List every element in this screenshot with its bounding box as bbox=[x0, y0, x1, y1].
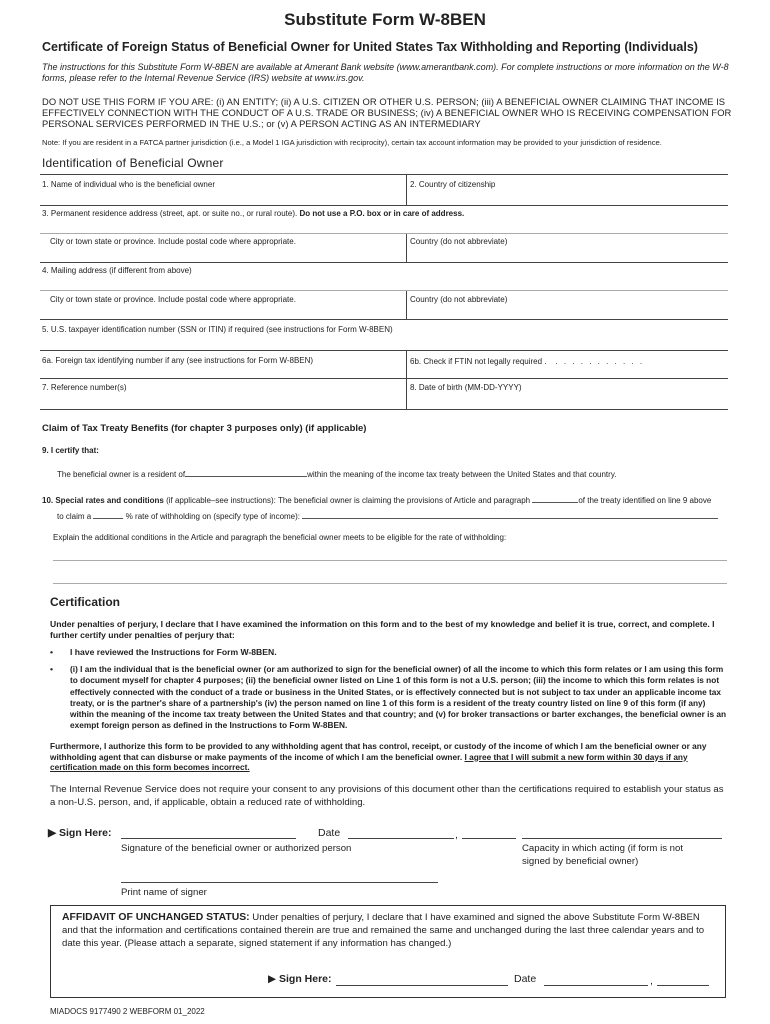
signature-caption: Signature of the beneficial owner or authorized person bbox=[121, 843, 352, 854]
name-input[interactable] bbox=[41, 192, 403, 204]
field-5-label: 5. U.S. taxpayer identification number (SSN or ITIN) if required (see instructions for Form W-8BEN) bbox=[42, 325, 393, 334]
country-label-2: Country (do not abbreviate) bbox=[410, 295, 508, 304]
mailing-city-input[interactable] bbox=[41, 306, 403, 318]
fatca-note: Note: If you are resident in a FATCA partner jurisdiction (i.e., a Model 1 IGA jurisdiction with reciprocity), certain tax account information may be provided to your jurisdiction of residence. bbox=[42, 138, 662, 147]
explain-line-2[interactable] bbox=[53, 583, 727, 584]
date-of-birth-input[interactable] bbox=[407, 395, 727, 407]
row-rule bbox=[40, 233, 728, 234]
certification-bullet-1: I have reviewed the Instructions for Form W-8BEN. bbox=[70, 647, 277, 657]
identification-heading: Identification of Beneficial Owner bbox=[42, 156, 224, 170]
certification-intro: Under penalties of perjury, I declare that I have examined the information on this form and to the best of my knowledge and belief it is true, correct, and complete. I further certify under penalties of perjury that: bbox=[50, 619, 715, 641]
irs-consent-statement: The Internal Revenue Service does not require your consent to any provisions of this document other than the certifications required to establish your status as a non-U.S. person, and, if applicable, obtain a reduced rate of withholding. bbox=[50, 784, 724, 808]
comma: , bbox=[650, 975, 653, 987]
authorization-statement: Furthermore, I authorize this form to be provided to any withholding agent that has control, receipt, or custody of the income of which I am the beneficial owner or any withholding agent that can disburse or make payments of the income of which I am the beneficial owner. I agree that I will submit a new form within 30 days if any certification made on this form becomes incorrect. bbox=[50, 741, 707, 772]
row-rule bbox=[40, 290, 728, 291]
field-1-label: 1. Name of individual who is the beneficial owner bbox=[42, 180, 215, 189]
row-rule bbox=[40, 378, 728, 379]
comma: , bbox=[455, 829, 458, 841]
field-7-label: 7. Reference number(s) bbox=[42, 383, 127, 392]
treaty-heading: Claim of Tax Treaty Benefits (for chapter 3 purposes only) (if applicable) bbox=[42, 423, 367, 434]
row-rule bbox=[40, 262, 728, 263]
affidavit-date-label: Date bbox=[514, 973, 537, 985]
withholding-rate-input[interactable] bbox=[93, 509, 123, 519]
row-rule bbox=[40, 319, 728, 320]
form-code: MIADOCS 9177490 2 WEBFORM 01_2022 bbox=[50, 1007, 205, 1016]
field-9-label: 9. I certify that: bbox=[42, 446, 99, 455]
affidavit-sign-here-label: ▶ Sign Here: bbox=[268, 973, 332, 985]
treaty-country-input[interactable] bbox=[185, 467, 307, 477]
affidavit-signature-input[interactable] bbox=[336, 985, 508, 986]
instructions-intro: The instructions for this Substitute Form W-8BEN are available at Amerant Bank website (www.amerantbank.com). For complete instructions or more information on the W-8 forms, please refer to the Internal Revenue Service (IRS) website at www.irs.gov. bbox=[42, 62, 729, 83]
field-3-label: 3. Permanent residence address (street, apt. or suite no., or rural route). Do not use a P.O. box or in care of address. bbox=[42, 209, 465, 218]
capacity-input[interactable] bbox=[522, 838, 722, 839]
city-label-1: City or town state or province. Include postal code where appropriate. bbox=[50, 237, 296, 246]
bullet: • bbox=[50, 647, 54, 657]
residence-city-input[interactable] bbox=[41, 249, 403, 261]
claim-rate-statement: to claim a % rate of withholding on (specify type of income): bbox=[57, 509, 718, 521]
capacity-caption: Capacity in which acting (if form is not signed by beneficial owner) bbox=[522, 843, 684, 867]
do-not-use-warning: DO NOT USE THIS FORM IF YOU ARE: (i) AN ENTITY; (ii) A U.S. CITIZEN OR OTHER U.S. PERSON; (iii) A BENEFICIAL OWNER CLAIMING THAT INCOME IS EFFECTIVELY CONNECTION WITH THE CONDUCT OF A U.S. TRADE OR BUSINESS; (iv) A BENEFICIAL OWNER WHO IS RECEIVING COMPENSATION FOR PERSONAL SERVICES PERFORMED IN THE U.S.; or (v) A PERSON ACTING AS AN INTERMEDIARY bbox=[42, 96, 732, 129]
affidavit-date-input[interactable] bbox=[544, 985, 648, 986]
affidavit-text: AFFIDAVIT OF UNCHANGED STATUS: Under penalties of perjury, I declare that I have examined and signed the above Substitute Form W-8BEN and that the information and certifications contained therein are true and remained the same and unchanged during the last three calendar years and to date this year. (Please attach a separate, signed statement if any information has changed.) bbox=[62, 912, 705, 949]
field-6b-label: 6b. Check if FTIN not legally required . . . . . . . . . . . . bbox=[410, 357, 645, 366]
arrow-icon: ▶ bbox=[48, 827, 57, 839]
citizenship-input[interactable] bbox=[407, 192, 727, 204]
mailing-country-input[interactable] bbox=[407, 306, 727, 318]
form-subtitle: Certificate of Foreign Status of Beneficial Owner for United States Tax Withholding and Reporting (Individuals) bbox=[42, 40, 698, 54]
explain-conditions: Explain the additional conditions in the Article and paragraph the beneficial owner meets to be eligible for the rate of withholding: bbox=[53, 533, 507, 542]
field-4-label: 4. Mailing address (if different from above) bbox=[42, 266, 192, 275]
city-label-2: City or town state or province. Include postal code where appropriate. bbox=[50, 295, 296, 304]
field-8-label: 8. Date of birth (MM-DD-YYYY) bbox=[410, 383, 522, 392]
signature-input[interactable] bbox=[121, 838, 296, 839]
bullet: • bbox=[50, 664, 54, 674]
date-input[interactable] bbox=[348, 838, 454, 839]
country-label-1: Country (do not abbreviate) bbox=[410, 237, 508, 246]
field-6a-label: 6a. Foreign tax identifying number if any (see instructions for Form W-8BEN) bbox=[42, 356, 314, 365]
field-10-statement: 10. Special rates and conditions (if applicable–see instructions): The beneficial owner is claiming the provisions of Article and paragraph of the treaty identified on line 9 above bbox=[42, 493, 711, 505]
affidavit-year-input[interactable] bbox=[657, 985, 709, 986]
certification-bullet-2: (i) I am the individual that is the beneficial owner (or am authorized to sign for the beneficial owner) of all the income to which this form relates or I am using this form to document myself for chapter 4 purposes; (ii) the beneficial owner listed on Line 1 of this form is not a U.S. person; (iii) the income to which this form relates is not effectively connected with the conduct of a trade or business in the United States, or is effectively connected but is not subject to tax under an applicable income tax treaty, or is the partner's share of a partnership's (iv) the person named on line 1 of this form is a resident of the treaty country listed on line 9 of this form (if any) within the meaning of the income tax treaty between the United States and that country; and (v) for broker transactions or barter exchanges, the beneficial owner is an exempt foreign person as defined in the Instructions to Form W-8BEN. bbox=[70, 664, 727, 731]
row-rule bbox=[40, 350, 728, 351]
year-input[interactable] bbox=[462, 838, 516, 839]
mailing-address-input[interactable] bbox=[41, 277, 727, 289]
residence-country-input[interactable] bbox=[407, 249, 727, 261]
foreign-tin-input[interactable] bbox=[41, 365, 403, 377]
resident-statement: The beneficial owner is a resident of within the meaning of the income tax treaty between the United States and that country. bbox=[57, 467, 616, 479]
row-rule bbox=[40, 409, 728, 410]
certification-heading: Certification bbox=[50, 595, 121, 609]
sign-here-label: ▶ Sign Here: bbox=[48, 827, 112, 839]
divider bbox=[406, 351, 407, 378]
residence-address-input[interactable] bbox=[41, 220, 727, 232]
arrow-icon: ▶ bbox=[268, 973, 277, 985]
section-rule bbox=[40, 174, 728, 175]
print-name-caption: Print name of signer bbox=[121, 887, 207, 898]
form-title: Substitute Form W-8BEN bbox=[284, 10, 486, 29]
income-type-input[interactable] bbox=[302, 509, 718, 519]
print-name-input[interactable] bbox=[121, 882, 438, 883]
reference-number-input[interactable] bbox=[41, 395, 403, 407]
explain-line-1[interactable] bbox=[53, 560, 727, 561]
ftin-not-required-checkbox[interactable] bbox=[711, 357, 721, 367]
us-tin-input[interactable] bbox=[41, 337, 727, 349]
row-rule bbox=[40, 205, 728, 206]
date-label: Date bbox=[318, 827, 341, 839]
field-2-label: 2. Country of citizenship bbox=[410, 180, 496, 189]
article-paragraph-input[interactable] bbox=[532, 493, 578, 503]
